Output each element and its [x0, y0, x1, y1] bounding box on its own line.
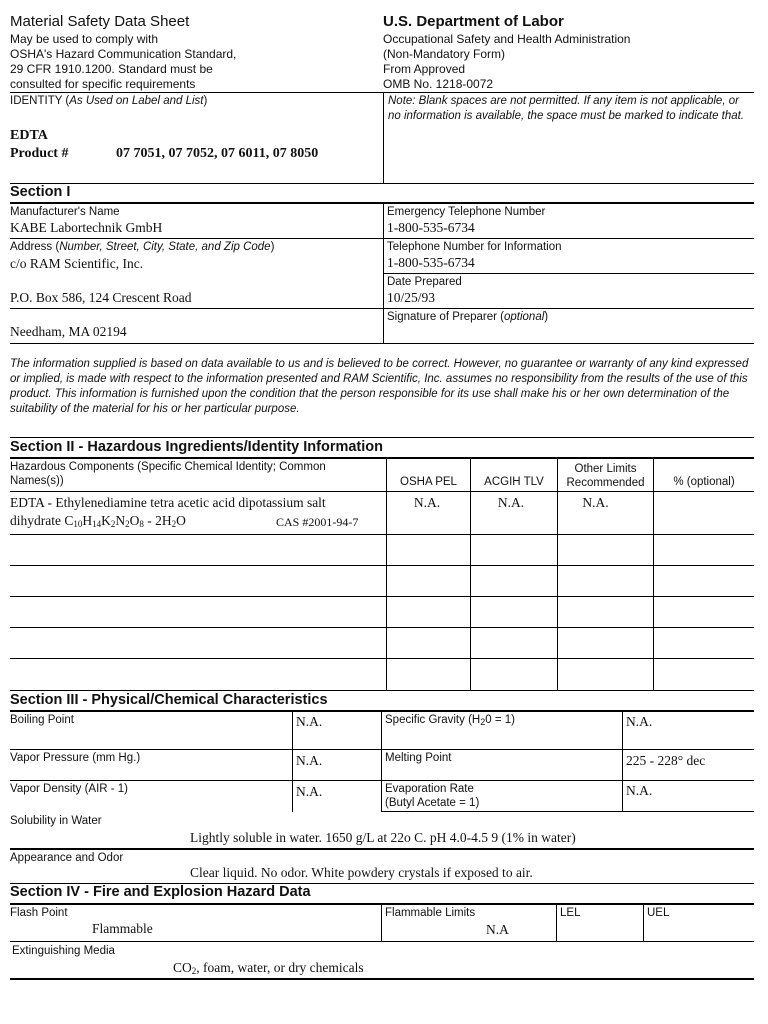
emergency-phone-label: Emergency Telephone Number: [387, 206, 546, 218]
section-1-title: Section I: [10, 184, 71, 200]
appearance-value: Clear liquid. No odor. White powdery crystals if exposed to air.: [190, 865, 533, 880]
extinguishing-media-label: Extinguishing Media: [12, 945, 115, 957]
header-left-line-1: May be used to comply with: [10, 32, 159, 46]
vapor-pressure-value: N.A.: [296, 753, 323, 768]
col-percent: % (optional): [673, 476, 735, 488]
boiling-point-label: Boiling Point: [10, 714, 74, 726]
section-4-title: Section IV - Fire and Explosion Hazard Data: [10, 884, 311, 900]
ingredient-row-1-cas: CAS #2001-94-7: [276, 515, 359, 529]
form-title: Material Safety Data Sheet: [10, 13, 190, 30]
department-title: U.S. Department of Labor: [383, 13, 564, 30]
header-left-line-3: 29 CFR 1910.1200. Standard must be: [10, 62, 213, 76]
info-phone-label: Telephone Number for Information: [387, 241, 562, 253]
solubility-value: Lightly soluble in water. 1650 g/L at 22o C. pH 4.0-4.5 9 (1% in water): [190, 830, 576, 845]
blank-spaces-note: Note: Blank spaces are not permitted. If any item is not applicable, or no information is available, the space must be marked to indicate that.: [388, 95, 745, 122]
section-3-title: Section III - Physical/Chemical Characteristics: [10, 692, 328, 708]
lel-label: LEL: [560, 907, 581, 919]
disclaimer-text: The information supplied is based on data available to us and is believed to be correct. However, no guarantee or warranty of any kind expressed or implied, is made with respect to the information presented and RAM Scientific, Inc. assumes no responsibility from the results of the use of this product. This information is furnished upon the condition that the person responsible for its use shall make his or her own determination of the suitability of the material for his or her particular purpose.: [10, 358, 749, 415]
header-left-line-2: OSHA's Hazard Communication Standard,: [10, 47, 237, 61]
header-left-line-4: consulted for specific requirements: [10, 77, 196, 91]
evaporation-rate-label: Evaporation Rate (Butyl Acetate = 1): [385, 783, 480, 809]
address-line-1: c/o RAM Scientific, Inc.: [10, 256, 144, 271]
date-prepared: 10/25/93: [387, 290, 436, 305]
address-line-3: Needham, MA 02194: [10, 324, 127, 339]
header-right-line-1: Occupational Safety and Health Administration: [383, 32, 631, 46]
flammable-limits-value: N.A: [486, 922, 509, 937]
emergency-phone: 1-800-535-6734: [387, 220, 475, 235]
vapor-pressure-label: Vapor Pressure (mm Hg.): [10, 752, 141, 764]
signature-label: Signature of Preparer (optional): [387, 311, 549, 323]
section-2-title: Section II - Hazardous Ingredients/Identity Information: [10, 439, 384, 455]
identity-name: EDTA: [10, 128, 48, 143]
header-right-line-4: OMB No. 1218-0072: [383, 77, 494, 91]
evaporation-rate-value: N.A.: [626, 783, 653, 798]
melting-point-value: 225 - 228° dec: [626, 753, 706, 768]
melting-point-label: Melting Point: [385, 752, 452, 764]
flammable-limits-label: Flammable Limits: [385, 907, 476, 919]
specific-gravity-label: Specific Gravity $(H_20 = 1)$: [385, 714, 515, 727]
vapor-density-label: Vapor Density (AIR - 1): [10, 783, 129, 795]
product-number-label: Product #: [10, 146, 69, 161]
manufacturer-name: KABE Labortechnik GmbH: [10, 220, 163, 235]
ingredient-row-1-other: N.A.: [582, 495, 609, 510]
col-other-limits: Other Limits Recommended: [566, 463, 645, 489]
info-phone: 1-800-535-6734: [387, 255, 475, 270]
uel-label: UEL: [647, 907, 670, 919]
header-right-line-2: (Non-Mandatory Form): [383, 47, 506, 61]
ingredient-row-1-formula: dihydrate $C_{10}H_{14}K_2N_2O_8 - 2H_2O$: [10, 513, 186, 529]
boiling-point-value: N.A.: [296, 714, 323, 729]
manufacturer-label: Manufacturer's Name: [10, 206, 120, 218]
col-hazardous-components: Hazardous Components (Specific Chemical Identity; Common Names(s)): [10, 461, 326, 487]
header-right-line-3: From Approved: [383, 62, 466, 76]
solubility-label: Solubility in Water: [10, 815, 102, 827]
address-label: Address (Number, Street, City, State, and Zip Code): [10, 241, 275, 253]
extinguishing-media-value: $CO_2$, foam, water, or dry chemicals: [173, 960, 364, 976]
date-prepared-label: Date Prepared: [387, 276, 462, 288]
identity-label: IDENTITY (As Used on Label and List): [10, 95, 208, 107]
specific-gravity-value: N.A.: [626, 714, 653, 729]
ingredient-row-1-name: EDTA - Ethylenediamine tetra acetic acid dipotassium salt: [10, 495, 326, 510]
col-acgih-tlv: ACGIH TLV: [484, 476, 544, 488]
address-line-2: P.O. Box 586, 124 Crescent Road: [10, 290, 192, 305]
flash-point-label: Flash Point: [10, 907, 68, 919]
vapor-density-value: N.A.: [296, 784, 323, 799]
flash-point-value: Flammable: [92, 921, 153, 936]
ingredient-row-1-acgih: N.A.: [497, 495, 525, 510]
col-osha-pel: OSHA PEL: [400, 476, 457, 488]
product-numbers: 07 7051, 07 7052, 07 6011, 07 8050: [116, 146, 319, 161]
appearance-label: Appearance and Odor: [10, 852, 124, 864]
ingredient-row-1-osha: N.A.: [413, 495, 441, 510]
